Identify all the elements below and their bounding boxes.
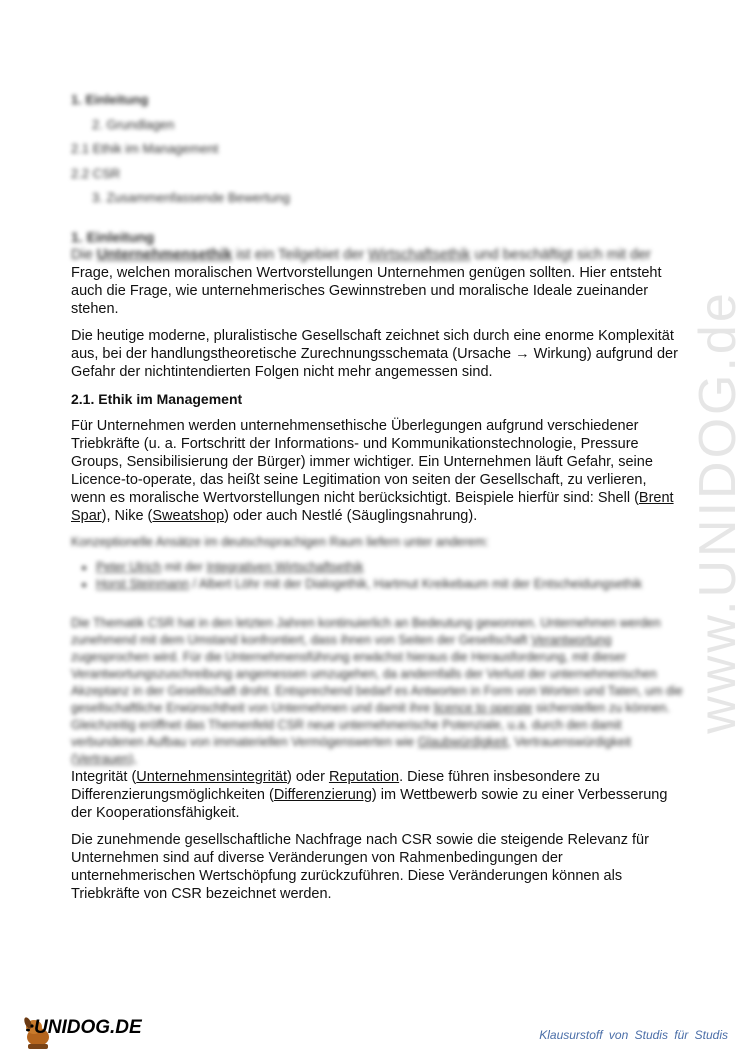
approach-list (71, 559, 683, 593)
intro-heading: 1. Einleitung (71, 229, 155, 245)
link-glaubwuerdigkeit[interactable]: Glaubwürdigkeit (417, 735, 508, 749)
csr-blurred-paragraph: Die Thematik CSR hat in den letzten Jahren kontinuierlich an Bedeutung gewonnen. Unternehmen werden zunehmend mit dem Umstand konfrontiert, dass ihnen von Seiten der Gesellschaft Verantwortung zugesprochen wird. Für die Unternehmensführung erwächst hieraus die Herausforderung, mit dieser Verantwortungszuschreibung angemessen umzugehen, da andernfalls der Verlust der unternehmerischen Akzeptanz in der Gesellschaft droht. Entsprechend bedarf es Antworten in Form von Worten und Taten, um die gesellschaftliche Erwünschtheit von Unternehmen und damit ihre licence to operate sicherstellen zu können. Gleichzeitig eröffnet das Themenfeld CSR neue unternehmerische Potenziale, u.a. durch den damit verbundenen Aufbau von immateriellen Vermögenswerten wie Glaubwürdigkeit, Vertrauenswürdigkeit (Vertrauen), (71, 616, 683, 766)
footer-tagline: Klausurstoff von Studis für Studis (539, 1028, 728, 1042)
link-horst-steinmann[interactable]: Horst Steinmann (96, 577, 190, 591)
link-reputation[interactable]: Reputation (328, 769, 400, 785)
link-peter-ulrich[interactable]: Peter Ulrich (96, 560, 162, 574)
link-differenzierung[interactable]: Differenzierung (273, 787, 372, 803)
list-item: • Horst Steinmann / Albert Löhr mit der Dialogethik, Hartmut Kreikebaum mit der Entscheidungsethik (96, 576, 683, 593)
ethik-paragraph: Für Unternehmen werden unternehmensethische Überlegungen aufgrund verschiedener Triebkräfte (u. a. Fortschritt der Informations- und Kommunikationstechnologie, Pressure Groups, Sensibilisierung der Bürger) immer wichtiger. Ein Unternehmen läuft Gefahr, seine Licence-to-operate, das heißt seine Legitimation von seiten der Gesellschaft, zu verlieren, wenn es moralische Wertvorstellungen nicht berücksichtigt. Beispiele hierfür sind: Shell (Brent Spar), Nike (Sweatshop) oder auch Nestlé (Säuglingsnahrung). (71, 418, 674, 524)
table-of-contents (71, 88, 631, 211)
logo-text: UNIDOG.DE (34, 1017, 142, 1038)
link-integrative-wirtschaftsethik[interactable]: Integrativen Wirtschaftsethik (206, 560, 364, 574)
csr-paragraph: Integrität (Unternehmensintegrität) oder Reputation. Diese führen insbesondere zu Differenzierungsmöglichkeiten (Differenzierung) im Wettbewerb sowie zu einer Verbesserung der Kooperationsfähigkeit. (71, 769, 668, 821)
link-unternehmensethik[interactable]: Unternehmensethik (96, 247, 233, 263)
blurred-section (71, 534, 683, 768)
link-wirtschaftsethik[interactable]: Wirtschaftsethik (368, 247, 471, 263)
link-unternehmensintegritaet[interactable]: Unternehmensintegrität (136, 769, 288, 785)
toc-item: 3. Zusammenfassende Bewertung (92, 190, 290, 205)
ethik-heading: 2.1. Ethik im Management (71, 391, 243, 407)
intro-paragraph-2: Die heutige moderne, pluralistische Gesellschaft zeichnet sich durch eine enorme Komplexität aus, bei der handlungstheoretische Zurechnungsschemata (Ursache → Wirkung) aufgrund der Gefahr der nichtintendierten Folgen nicht mehr angemessen sind. (71, 328, 678, 380)
link-licence-to-operate[interactable]: licence to operate (433, 701, 533, 715)
list-item: • Peter Ulrich mit der Integrativen Wirtschaftsethik (96, 559, 683, 576)
link-verantwortung[interactable]: Verantwortung (530, 633, 612, 647)
intro-paragraph-1 (71, 246, 683, 318)
toc-item: 1. Einleitung (71, 92, 149, 107)
page-footer (0, 1010, 750, 1060)
link-vertrauen[interactable]: Vertrauen (75, 752, 130, 766)
toc-item: 2.1 Ethik im Management (71, 141, 219, 156)
watermark-text: www.UNIDOG.de (689, 290, 747, 734)
link-brent-spar[interactable]: Brent Spar (71, 490, 674, 524)
blur-intro: Konzeptionelle Ansätze im deutschsprachigen Raum liefern unter anderem: (71, 535, 489, 549)
document-body (71, 228, 683, 903)
intro-paragraph-text: Frage, welchen moralischen Wertvorstellungen Unternehmen genügen sollten. Hier entsteht auch die Frage, wie unternehmerisches Gewinnstreben und moralische Ideale zueinander stehen. (71, 265, 662, 317)
csr-paragraph-2: Die zunehmende gesellschaftliche Nachfrage nach CSR sowie die steigende Relevanz für Unternehmen sind auf diverse Veränderungen von Rahmenbedingungen der unternehmerischen Wertschöpfung zurückzuführen. Diese Veränderungen können als Triebkräfte von CSR bezeichnet werden. (71, 832, 649, 902)
toc-item: 2.2 CSR (71, 165, 121, 181)
toc-item: 2. Grundlagen (92, 116, 175, 132)
link-sweatshop[interactable]: Sweatshop (152, 508, 225, 524)
intro-first-line: Die Unternehmensethik ist ein Teilgebiet der Wirtschaftsethik und beschäftigt sich mit der (71, 247, 652, 263)
